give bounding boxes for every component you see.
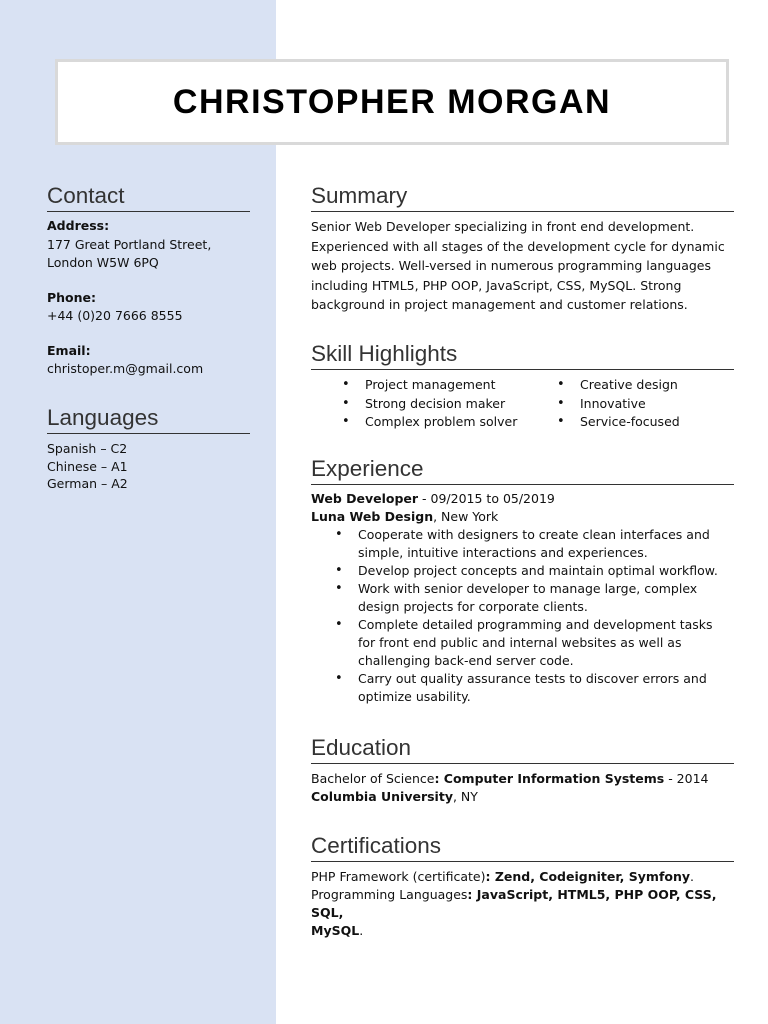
graduation-year: - 2014 [664,771,709,786]
summary-line: web projects. Well-versed in numerous programming languages [311,258,711,273]
education-section [311,735,734,806]
certification-line: PHP Framework (certificate): Zend, Codeigniter, Symfony. [311,869,695,884]
degree-line: Bachelor of Science: Computer Information Systems - 2014 [311,771,709,786]
summary-section [311,183,734,315]
education-heading: Education [311,735,734,764]
school-line [311,788,734,806]
summary-line: including HTML5, PHP OOP, JavaScript, CSS, MySQL. Strong [311,277,682,293]
language-item: German – A2 [47,476,128,491]
language-item: Chinese – A1 [47,458,128,474]
job-title: Web Developer [311,491,419,506]
phone-value: +44 (0)20 7666 8555 [47,308,183,323]
summary-line: Senior Web Developer specializing in front end development. [311,219,695,234]
skills-heading: Skill Highlights [311,341,734,370]
address-label: Address: [47,218,110,233]
skill-item: • Project management [365,376,557,395]
responsibility-item: • Develop project concepts and maintain optimal workflow. [358,562,734,580]
name-header [55,59,729,145]
languages-heading: Languages [47,405,250,434]
address-line-2: London W5W 6PQ [47,255,159,270]
responsibility-item: • Carry out quality assurance tests to discover errors and optimize usability. [358,670,734,706]
responsibility-item: • Cooperate with designers to create clean interfaces and simple, intuitive interactions and experiences. [358,526,734,562]
email-label: Email: [47,342,91,358]
degree: Bachelor of Science [311,771,435,786]
responsibility-item: • Complete detailed programming and development tasks for front end public and internal websites as well as challenging back-end server code. [358,616,734,670]
job-dates: - 09/2015 to 05/2019 [418,491,555,506]
contact-section [47,183,250,379]
experience-heading: Experience [311,456,734,485]
employer: Luna Web Design [311,509,434,524]
job-title-line [311,490,734,508]
employer-line [311,508,734,526]
phone-label: Phone: [47,289,97,305]
summary-line: background in project management and customer relations. [311,297,688,312]
field-of-study: Computer Information Systems [443,771,665,786]
skill-item: • Innovative [580,395,680,414]
summary-line: Experienced with all stages of the development cycle for dynamic [311,238,725,254]
address-line-1: 177 Great Portland Street, [47,236,212,252]
language-item: Spanish – C2 [47,441,128,456]
certifications-heading: Certifications [311,833,734,862]
languages-section [47,405,250,493]
school: Columbia University [311,789,453,804]
contact-heading: Contact [47,183,250,212]
certifications-section [311,833,734,940]
summary-heading: Summary [311,183,734,212]
employer-location: , New York [433,509,499,524]
certification-line: MySQL. [311,923,364,938]
school-location: , NY [452,789,478,804]
sidebar-background [0,0,276,1024]
skill-item: • Creative design [580,376,680,395]
email-value[interactable]: christoper.m@gmail.com [47,361,204,376]
responsibility-item: • Work with senior developer to manage large, complex design projects for corporate clients. [358,580,734,616]
certification-line: Programming Languages: JavaScript, HTML5, PHP OOP, CSS, SQL, [311,887,717,920]
candidate-name: CHRISTOPHER MORGAN [172,82,612,121]
responsibilities-list [358,526,734,706]
skills-list-1 [365,376,557,432]
skills-list-2 [580,376,680,432]
skill-item: • Complex problem solver [365,413,557,432]
skill-item: • Service-focused [580,413,680,432]
skill-item: • Strong decision maker [365,395,557,414]
experience-section [311,456,734,706]
skills-section [311,341,734,432]
